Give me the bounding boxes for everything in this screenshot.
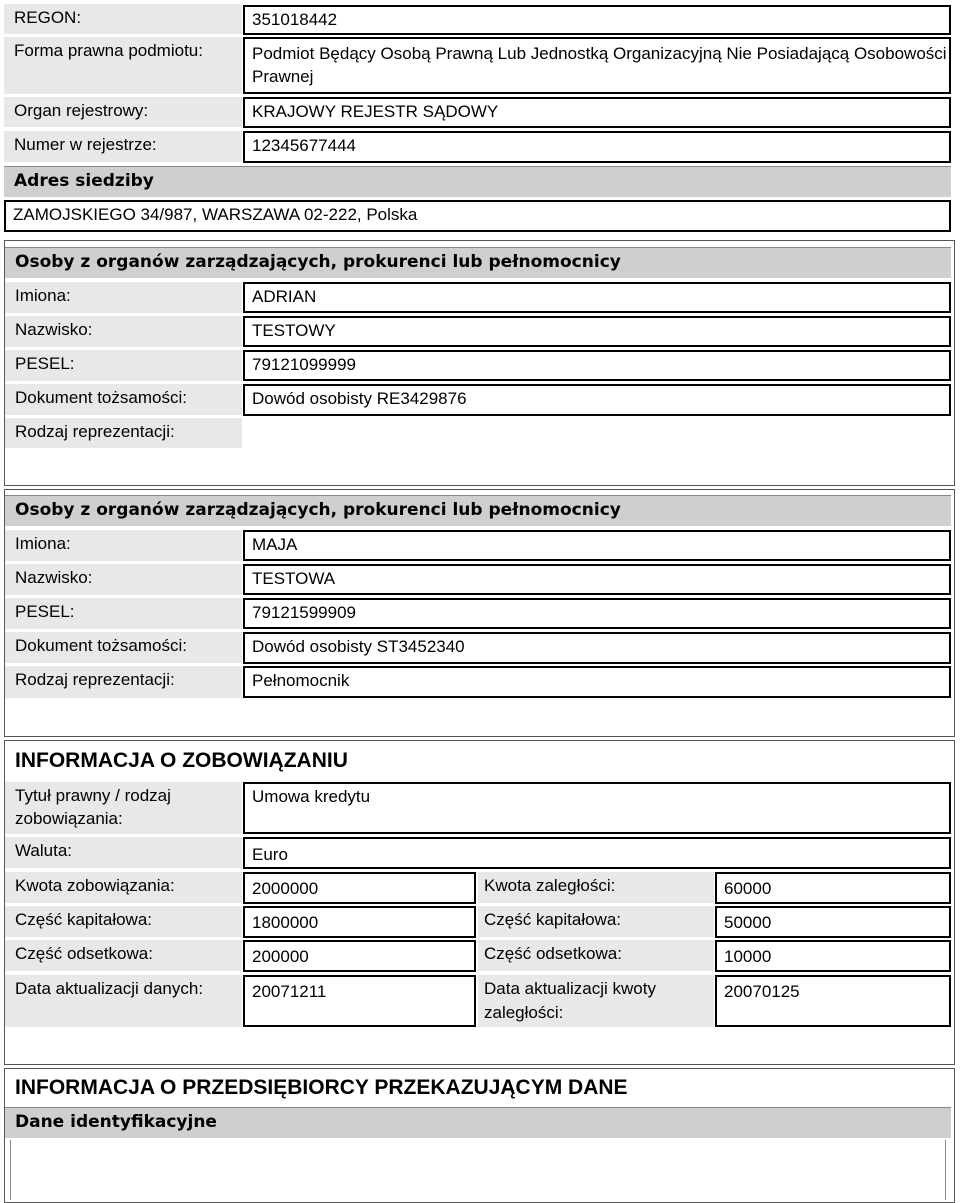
capital-label: Część kapitałowa: [5,906,242,937]
registry-number-value: 12345677444 [243,131,951,163]
capital-value: 1800000 [243,906,476,938]
entrepreneur-body [10,1140,946,1200]
id-doc-label-2: Dokument tożsamości: [5,632,242,663]
arrears-update-label: Data aktualizacji kwoty zaległości: [478,975,714,1027]
legal-form-label: Forma prawna podmiotu: [4,37,242,94]
representation-value-2: Pełnomocnik [243,666,951,698]
first-name-label-2: Imiona: [5,530,242,561]
arrears-update-value: 20070125 [715,975,951,1027]
first-name-value-2: MAJA [243,530,951,561]
last-name-value-2: TESTOWA [243,564,951,595]
obligation-heading: INFORMACJA O ZOBOWIĄZANIU [15,749,348,772]
address-value: ZAMOJSKIEGO 34/987, WARSZAWA 02-222, Polska [4,200,951,232]
representation-label-1: Rodzaj reprezentacji: [5,418,242,448]
arrears-capital-label: Część kapitałowa: [478,906,714,937]
representation-value-1 [243,418,951,448]
amount-value: 2000000 [243,872,476,904]
first-name-label-1: Imiona: [5,282,242,313]
interest-label: Część odsetkowa: [5,940,242,971]
title-label: Tytuł prawny / rodzaj zobowiązania: [5,782,242,834]
currency-label: Waluta: [5,837,242,868]
arrears-interest-label: Część odsetkowa: [478,940,714,971]
pesel-label-2: PESEL: [5,598,242,629]
update-label: Data aktualizacji danych: [5,975,242,1027]
first-name-value-1: ADRIAN [243,282,951,313]
entrepreneur-heading: INFORMACJA O PRZEDSIĘBIORCY PRZEKAZUJĄCYM DANE [15,1076,628,1099]
id-doc-value-2: Dowód osobisty ST3452340 [243,632,951,664]
person-heading-2: Osoby z organów zarządzających, prokurenci lub pełnomocnicy [5,495,951,526]
pesel-value-2: 79121599909 [243,598,951,629]
entrepreneur-subheading: Dane identyfikacyjne [5,1107,951,1138]
last-name-label-1: Nazwisko: [5,316,242,347]
amount-label: Kwota zobowiązania: [5,872,242,903]
regon-value: 351018442 [243,5,951,35]
representation-label-2: Rodzaj reprezentacji: [5,666,242,698]
last-name-value-1: TESTOWY [243,316,951,347]
id-doc-value-1: Dowód osobisty RE3429876 [243,384,951,416]
arrears-label: Kwota zaległości: [478,872,714,903]
arrears-interest-value: 10000 [715,940,951,972]
arrears-value: 60000 [715,872,951,904]
pesel-value-1: 79121099999 [243,350,951,381]
title-value: Umowa kredytu [243,782,951,834]
update-value: 20071211 [243,975,476,1027]
registry-number-label: Numer w rejestrze: [4,131,242,162]
arrears-capital-value: 50000 [715,906,951,938]
legal-form-value: Podmiot Będący Osobą Prawną Lub Jednostką Organizacyjną Nie Posiadającą Osobowości Prawnej [243,37,951,94]
interest-value: 200000 [243,940,476,972]
currency-value: Euro [243,837,951,869]
pesel-label-1: PESEL: [5,350,242,381]
last-name-label-2: Nazwisko: [5,564,242,595]
id-doc-label-1: Dokument tożsamości: [5,384,242,415]
person-heading-1: Osoby z organów zarządzających, prokurenci lub pełnomocnicy [5,247,951,278]
address-heading: Adres siedziby [4,166,951,197]
registry-label: Organ rejestrowy: [4,97,242,127]
registry-value: KRAJOWY REJESTR SĄDOWY [243,97,951,128]
regon-label: REGON: [4,4,242,34]
